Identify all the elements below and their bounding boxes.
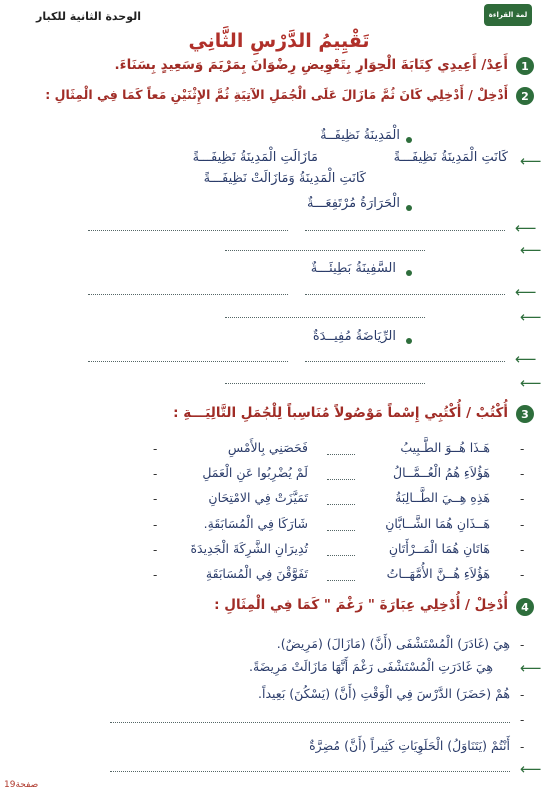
row-dash: -: [520, 442, 525, 456]
answer-line[interactable]: [88, 294, 288, 295]
number-circle-icon: [516, 57, 534, 75]
section2-instruction: أَدْخِلْ / أَدْخِلِي كَانَ ثُمَّ مَازَالَ عَلَى الْجُمَلِ الآتِيَةِ ثُمَّ الإِثْنَيْنِ مَعاً كَمَا فِي الْمِثَالِ :: [45, 87, 508, 102]
row-dash: -: [520, 543, 525, 557]
answer-blank[interactable]: [327, 555, 355, 556]
row-dash: -: [153, 492, 158, 506]
logo-text: لمة القراءة: [488, 11, 528, 19]
row-dash: -: [520, 688, 525, 702]
section3-instruction: أُكْتُبْ / أُكْتُبِي إِسْماً مَوْصُولاً مُنَاسِباً لِلْجُمَلِ التَّالِيَـــةِ :: [173, 405, 508, 421]
sentence-item: الْحَرَارَةُ مُرْتَفِعَـــةٌ: [307, 196, 400, 211]
answer-blank[interactable]: [327, 479, 355, 480]
exercise-line: هُمْ (حَضَرَ) الدَّرْسَ فِي الْوَقْتِ (أَنَّ) (يَسْكُنَ) بَعِيداً.: [258, 686, 510, 701]
arrow-left-icon: ⟵: [520, 308, 542, 326]
answer-line[interactable]: [110, 771, 510, 772]
answer-line[interactable]: [305, 230, 505, 231]
row-dash: -: [153, 568, 158, 582]
row-dash: -: [520, 740, 525, 754]
row-right-text: هَذِهِ هِــيَ الطَّــالِبَةُ: [395, 490, 490, 505]
arrow-left-icon: ⟵: [520, 241, 542, 259]
row-left-text: لَمْ يُضْرِبُوا عَنِ الْعَمَلِ: [202, 465, 308, 480]
row-dash: -: [520, 638, 525, 652]
arrow-left-icon: ⟵: [520, 152, 542, 170]
exercise-line: أَنْتُمْ (يَتَنَاوَلُ) الْحَلَوِيَاتِ كَثِيراً (أَنَّ) مُضِرَّةٌ: [309, 738, 510, 753]
row-dash: -: [520, 568, 525, 582]
row-left-text: شَارَكَا فِي الْمُسَابَقَةِ.: [203, 516, 308, 531]
bullet-icon: [406, 270, 412, 276]
row-right-text: هَـذَا هُــوَ الطَّـبِيبُ: [400, 440, 490, 455]
arrow-left-icon: ⟵: [515, 219, 537, 237]
section-number: 2: [521, 89, 529, 103]
row-left-text: تَمَيَّزَتْ فِي الامْتِحَانِ: [208, 490, 308, 505]
row-dash: -: [520, 492, 525, 506]
page-number: [4, 780, 38, 790]
number-circle-icon: [516, 598, 534, 616]
example-both: كَانَتِ الْمَدِينَةُ وَمَازَالَتْ نَظِيفَـــةً: [203, 171, 366, 186]
row-left-text: تَفَوَّقْنَ فِي الْمُسَابَقَةِ: [205, 566, 308, 581]
answer-blank[interactable]: [327, 454, 355, 455]
answer-line[interactable]: [305, 294, 505, 295]
row-dash: -: [153, 467, 158, 481]
row-right-text: هَــذَانِ هُمَا الشَّــابَّانِ: [385, 516, 490, 531]
number-circle-icon: [516, 87, 534, 105]
page-title: تَقْيِيمُ الدَّرْسِ الثَّانِي: [188, 30, 370, 52]
sentence-item: السَّفِينَةُ بَطِيئَـــةٌ: [310, 261, 396, 276]
row-dash: -: [520, 518, 525, 532]
row-left-text: فَحَصَنِي بِالأَمْسِ: [227, 440, 308, 455]
answer-line[interactable]: [88, 230, 288, 231]
arrow-left-icon: ⟵: [515, 283, 537, 301]
answer-blank[interactable]: [327, 504, 355, 505]
row-left-text: تُدِيرَانِ الشَّرِكَةَ الْجَدِيدَةَ: [190, 541, 308, 556]
page-number-value: 19: [4, 780, 16, 790]
section4-instruction: أُدْخِلْ / أُدْخِلِي عِبَارَةَ " رَغْمَ " كَمَا فِي الْمِثَالِ :: [214, 597, 508, 613]
answer-blank[interactable]: [327, 530, 355, 531]
page-label: صفحة: [15, 780, 39, 790]
row-right-text: هَؤُلاَءِ هُمُ الْعُــمَّــالُ: [393, 465, 490, 480]
row-dash: -: [153, 518, 158, 532]
unit-label: الوحدة الثانية للكبار: [36, 10, 142, 23]
sentence-item: الرِّيَاضَةُ مُفِيــدَةٌ: [312, 329, 396, 344]
section-number: 1: [521, 59, 529, 73]
arrow-left-icon: ⟵: [520, 374, 542, 392]
answer-line[interactable]: [225, 250, 425, 251]
row-dash: -: [153, 442, 158, 456]
row-right-text: هَاتَانِ هُمَا الْمَــرْأَتَانِ: [388, 541, 490, 556]
section-number: 3: [521, 407, 529, 421]
answer-line[interactable]: [110, 722, 510, 723]
row-dash: -: [520, 713, 525, 727]
arrow-left-icon: ⟵: [520, 659, 542, 677]
exercise-line: هِيَ (غَادَرَ) الْمُسْتَشْفَى (أَنَّ) (مَازَالَ) (مَرِيضٌ).: [276, 636, 510, 651]
bullet-icon: [406, 205, 412, 211]
section1-instruction: أَعِدْ/ أَعِيدِي كِتَابَةَ الْحِوَارِ بِتَعْوِيضِ رِضْوَانَ بِمَرْيَمَ وَسَعِيدٍ بِسَنَاءَ.: [114, 57, 508, 73]
example-mazal: مَازَالَتِ الْمَدِينَةُ نَظِيفَـــةً: [192, 150, 318, 165]
answer-blank[interactable]: [327, 580, 355, 581]
bullet-icon: [406, 137, 412, 143]
example-sentence: الْمَدِينَةُ نَظِيفَــةٌ: [320, 128, 400, 143]
bullet-icon: [406, 338, 412, 344]
row-right-text: هَؤُلاَءِ هُــنَّ الأُمَّهَــاتُ: [386, 566, 490, 581]
row-dash: -: [520, 467, 525, 481]
answer-line[interactable]: [88, 361, 288, 362]
arrow-left-icon: ⟵: [515, 350, 537, 368]
example-answer: هِيَ غَادَرَتِ الْمُسْتَشْفَى رَغْمَ أَنَّهَا مَازَالَتْ مَرِيضَةً.: [249, 659, 493, 674]
row-dash: -: [153, 543, 158, 557]
arrow-left-icon: ⟵: [520, 760, 542, 778]
number-circle-icon: [516, 405, 534, 423]
example-kana: كَانَتِ الْمَدِينَةُ نَظِيفَـــةً: [393, 150, 508, 165]
answer-line[interactable]: [305, 361, 505, 362]
section-number: 4: [521, 600, 529, 614]
logo: [484, 4, 532, 26]
answer-line[interactable]: [225, 383, 425, 384]
answer-line[interactable]: [225, 317, 425, 318]
